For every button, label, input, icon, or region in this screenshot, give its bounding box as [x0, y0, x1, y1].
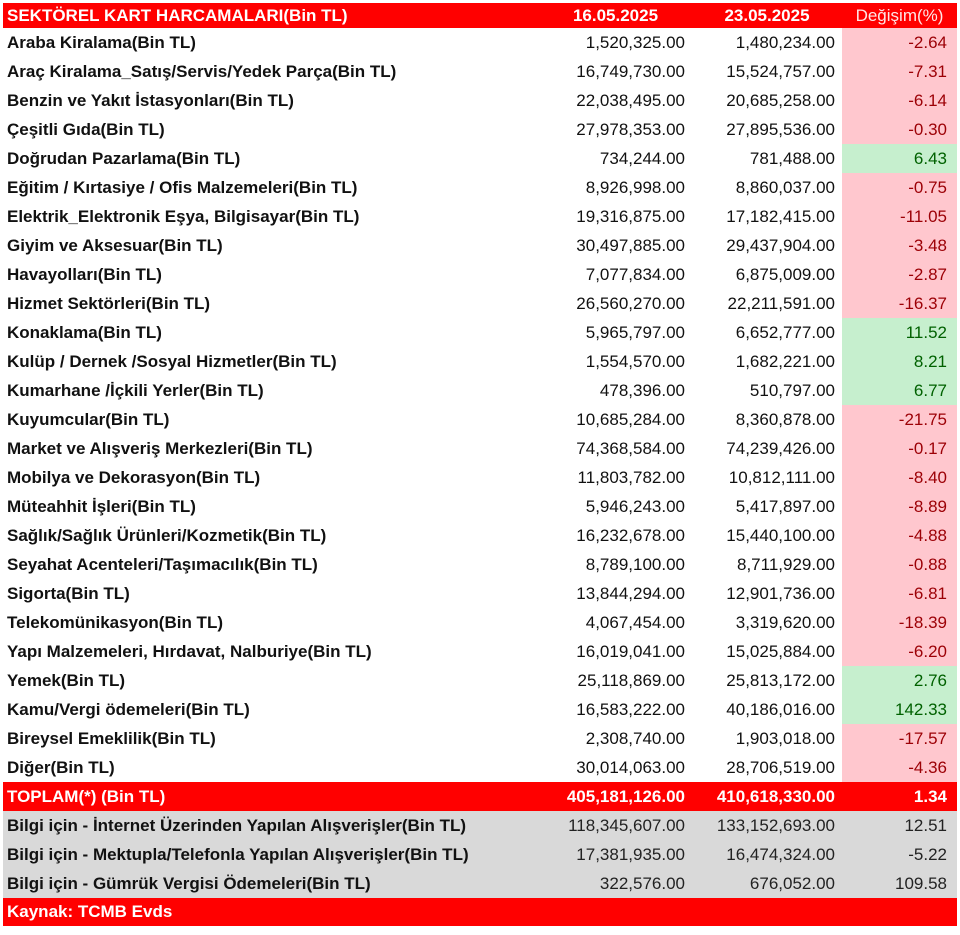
value-date2: 510,797.00 — [749, 380, 835, 400]
value-date2: 22,211,591.00 — [727, 293, 835, 313]
change-percent: 12.51 — [842, 811, 957, 840]
table-row — [3, 173, 957, 202]
row-label: Araç Kiralama_Satış/Servis/Yedek Parça(Bin TL) — [7, 61, 397, 81]
row-label: Market ve Alışveriş Merkezleri(Bin TL) — [7, 438, 313, 458]
row-label: Kuyumcular(Bin TL) — [7, 409, 170, 429]
value-date2: 15,025,884.00 — [726, 641, 835, 661]
change-percent: 2.76 — [842, 666, 957, 695]
change-percent: -17.57 — [842, 724, 957, 753]
row-label: Kulüp / Dernek /Sosyal Hizmetler(Bin TL) — [7, 351, 337, 371]
row-label: Bilgi için - Mektupla/Telefonla Yapılan Alışverişler(Bin TL) — [3, 840, 539, 869]
value-date1: 10,685,284.00 — [576, 409, 685, 429]
table-row — [3, 115, 957, 144]
info-row — [3, 811, 957, 840]
info-rows — [3, 811, 957, 898]
value-date2: 15,440,100.00 — [726, 525, 835, 545]
row-label: Kumarhane /İçkili Yerler(Bin TL) — [7, 380, 264, 400]
table-row — [3, 144, 957, 173]
row-label: Eğitim / Kırtasiye / Ofis Malzemeleri(Bin TL) — [7, 177, 358, 197]
table-row — [3, 202, 957, 231]
row-label: Sağlık/Sağlık Ürünleri/Kozmetik(Bin TL) — [7, 525, 327, 545]
table-row — [3, 579, 957, 608]
table-row — [3, 260, 957, 289]
value-date1: 16,749,730.00 — [576, 61, 685, 81]
value-date2: 676,052.00 — [692, 869, 842, 898]
change-percent: -8.89 — [842, 492, 957, 521]
total-label: TOPLAM(*) (Bin TL) — [3, 782, 539, 811]
value-date1: 11,803,782.00 — [577, 467, 685, 487]
value-date1: 17,381,935.00 — [539, 840, 692, 869]
value-date2: 74,239,426.00 — [726, 438, 835, 458]
value-date1: 30,014,063.00 — [576, 757, 685, 777]
change-percent: -5.22 — [842, 840, 957, 869]
value-date2: 5,417,897.00 — [735, 496, 835, 516]
row-label: Yemek(Bin TL) — [7, 670, 126, 690]
row-label: Elektrik_Elektronik Eşya, Bilgisayar(Bin TL) — [7, 206, 360, 226]
table-row — [3, 724, 957, 753]
value-date1: 2,308,740.00 — [585, 728, 685, 748]
total-change: 1.34 — [842, 782, 957, 811]
change-percent: 142.33 — [842, 695, 957, 724]
sector-spending-table — [3, 3, 957, 926]
value-date1: 16,583,222.00 — [576, 699, 685, 719]
table-row — [3, 521, 957, 550]
value-date1: 22,038,495.00 — [576, 90, 685, 110]
table-row — [3, 753, 957, 782]
table-row — [3, 666, 957, 695]
change-percent: 109.58 — [842, 869, 957, 898]
value-date1: 25,118,869.00 — [577, 670, 685, 690]
row-label: Kamu/Vergi ödemeleri(Bin TL) — [7, 699, 250, 719]
value-date1: 19,316,875.00 — [576, 206, 685, 226]
row-label: Bilgi için - İnternet Üzerinden Yapılan Alışverişler(Bin TL) — [3, 811, 539, 840]
table-row — [3, 86, 957, 115]
change-percent: 6.43 — [842, 144, 957, 173]
table-row — [3, 463, 957, 492]
value-date2: 12,901,736.00 — [726, 583, 835, 603]
value-date2: 8,360,878.00 — [735, 409, 835, 429]
value-date1: 16,019,041.00 — [576, 641, 685, 661]
change-percent: -6.14 — [842, 86, 957, 115]
row-label: Araba Kiralama(Bin TL) — [7, 32, 196, 52]
value-date1: 478,396.00 — [599, 380, 685, 400]
value-date1: 7,077,834.00 — [585, 264, 685, 284]
source-label: Kaynak: TCMB Evds — [3, 898, 957, 926]
total-value-date2: 410,618,330.00 — [692, 782, 842, 811]
change-percent: -0.17 — [842, 434, 957, 463]
value-date2: 20,685,258.00 — [726, 90, 835, 110]
table-title: SEKTÖREL KART HARCAMALARI(Bin TL) — [3, 3, 539, 28]
change-percent: -6.20 — [842, 637, 957, 666]
value-date1: 74,368,584.00 — [576, 438, 685, 458]
row-label: Havayolları(Bin TL) — [7, 264, 162, 284]
value-date1: 5,965,797.00 — [585, 322, 685, 342]
table-row — [3, 57, 957, 86]
change-percent: -0.30 — [842, 115, 957, 144]
header-row — [3, 3, 957, 28]
row-label: Benzin ve Yakıt İstasyonları(Bin TL) — [7, 90, 294, 110]
row-label: Bilgi için - Gümrük Vergisi Ödemeleri(Bin TL) — [3, 869, 539, 898]
table-row — [3, 637, 957, 666]
row-label: Telekomünikasyon(Bin TL) — [7, 612, 223, 632]
value-date2: 3,319,620.00 — [735, 612, 835, 632]
change-percent: -7.31 — [842, 57, 957, 86]
value-date2: 1,480,234.00 — [735, 32, 835, 52]
table-row — [3, 376, 957, 405]
table-row — [3, 550, 957, 579]
value-date2: 28,706,519.00 — [726, 757, 835, 777]
value-date2: 10,812,111.00 — [728, 467, 835, 487]
value-date2: 781,488.00 — [749, 148, 835, 168]
value-date2: 40,186,016.00 — [726, 699, 835, 719]
table-row — [3, 347, 957, 376]
change-percent: -16.37 — [842, 289, 957, 318]
table-row — [3, 608, 957, 637]
row-label: Bireysel Emeklilik(Bin TL) — [7, 728, 216, 748]
change-percent: -2.87 — [842, 260, 957, 289]
change-percent: 6.77 — [842, 376, 957, 405]
value-date2: 133,152,693.00 — [692, 811, 842, 840]
value-date2: 1,682,221.00 — [735, 351, 835, 371]
change-percent: -21.75 — [842, 405, 957, 434]
value-date1: 1,520,325.00 — [585, 32, 685, 52]
value-date1: 1,554,570.00 — [585, 351, 685, 371]
value-date1: 734,244.00 — [599, 148, 685, 168]
row-label: Giyim ve Aksesuar(Bin TL) — [7, 235, 223, 255]
change-percent: -3.48 — [842, 231, 957, 260]
value-date1: 118,345,607.00 — [539, 811, 692, 840]
value-date2: 17,182,415.00 — [726, 206, 835, 226]
value-date2: 8,711,929.00 — [737, 554, 835, 574]
table-row — [3, 318, 957, 347]
row-label: Diğer(Bin TL) — [7, 757, 115, 777]
row-label: Yapı Malzemeleri, Hırdavat, Nalburiye(Bin TL) — [7, 641, 372, 661]
change-percent: -18.39 — [842, 608, 957, 637]
value-date2: 8,860,037.00 — [735, 177, 835, 197]
change-percent: -4.36 — [842, 753, 957, 782]
total-value-date1: 405,181,126.00 — [539, 782, 692, 811]
value-date1: 27,978,353.00 — [576, 119, 685, 139]
sector-rows — [3, 28, 957, 782]
value-date2: 6,652,777.00 — [735, 322, 835, 342]
value-date2: 29,437,904.00 — [726, 235, 835, 255]
table-row — [3, 289, 957, 318]
change-percent: -11.05 — [842, 202, 957, 231]
value-date1: 13,844,294.00 — [576, 583, 685, 603]
change-percent: -2.64 — [842, 28, 957, 57]
table-row — [3, 695, 957, 724]
info-row — [3, 869, 957, 898]
value-date2: 27,895,536.00 — [726, 119, 835, 139]
value-date1: 30,497,885.00 — [576, 235, 685, 255]
row-label: Seyahat Acenteleri/Taşımacılık(Bin TL) — [7, 554, 318, 574]
value-date1: 16,232,678.00 — [576, 525, 685, 545]
source-row — [3, 898, 957, 926]
column-header-date1: 16.05.2025 — [539, 3, 692, 28]
table-row — [3, 405, 957, 434]
change-percent: -4.88 — [842, 521, 957, 550]
column-header-date2: 23.05.2025 — [692, 3, 842, 28]
table-row — [3, 434, 957, 463]
row-label: Konaklama(Bin TL) — [7, 322, 162, 342]
row-label: Sigorta(Bin TL) — [7, 583, 130, 603]
change-percent: 11.52 — [842, 318, 957, 347]
change-percent: -6.81 — [842, 579, 957, 608]
value-date2: 6,875,009.00 — [735, 264, 835, 284]
column-header-change: Değişim(%) — [842, 3, 957, 28]
value-date1: 5,946,243.00 — [585, 496, 685, 516]
row-label: Hizmet Sektörleri(Bin TL) — [7, 293, 211, 313]
row-label: Çeşitli Gıda(Bin TL) — [7, 119, 165, 139]
row-label: Müteahhit İşleri(Bin TL) — [7, 496, 196, 516]
row-label: Doğrudan Pazarlama(Bin TL) — [7, 148, 241, 168]
value-date1: 8,926,998.00 — [585, 177, 685, 197]
value-date1: 322,576.00 — [539, 869, 692, 898]
change-percent: -8.40 — [842, 463, 957, 492]
change-percent: -0.75 — [842, 173, 957, 202]
value-date1: 26,560,270.00 — [576, 293, 685, 313]
table-row — [3, 492, 957, 521]
value-date1: 4,067,454.00 — [585, 612, 685, 632]
value-date2: 1,903,018.00 — [735, 728, 835, 748]
value-date2: 16,474,324.00 — [692, 840, 842, 869]
info-row — [3, 840, 957, 869]
value-date1: 8,789,100.00 — [585, 554, 685, 574]
value-date2: 15,524,757.00 — [726, 61, 835, 81]
table-row — [3, 28, 957, 57]
change-percent: -0.88 — [842, 550, 957, 579]
total-row — [3, 782, 957, 811]
table-row — [3, 231, 957, 260]
value-date2: 25,813,172.00 — [726, 670, 835, 690]
change-percent: 8.21 — [842, 347, 957, 376]
row-label: Mobilya ve Dekorasyon(Bin TL) — [7, 467, 261, 487]
